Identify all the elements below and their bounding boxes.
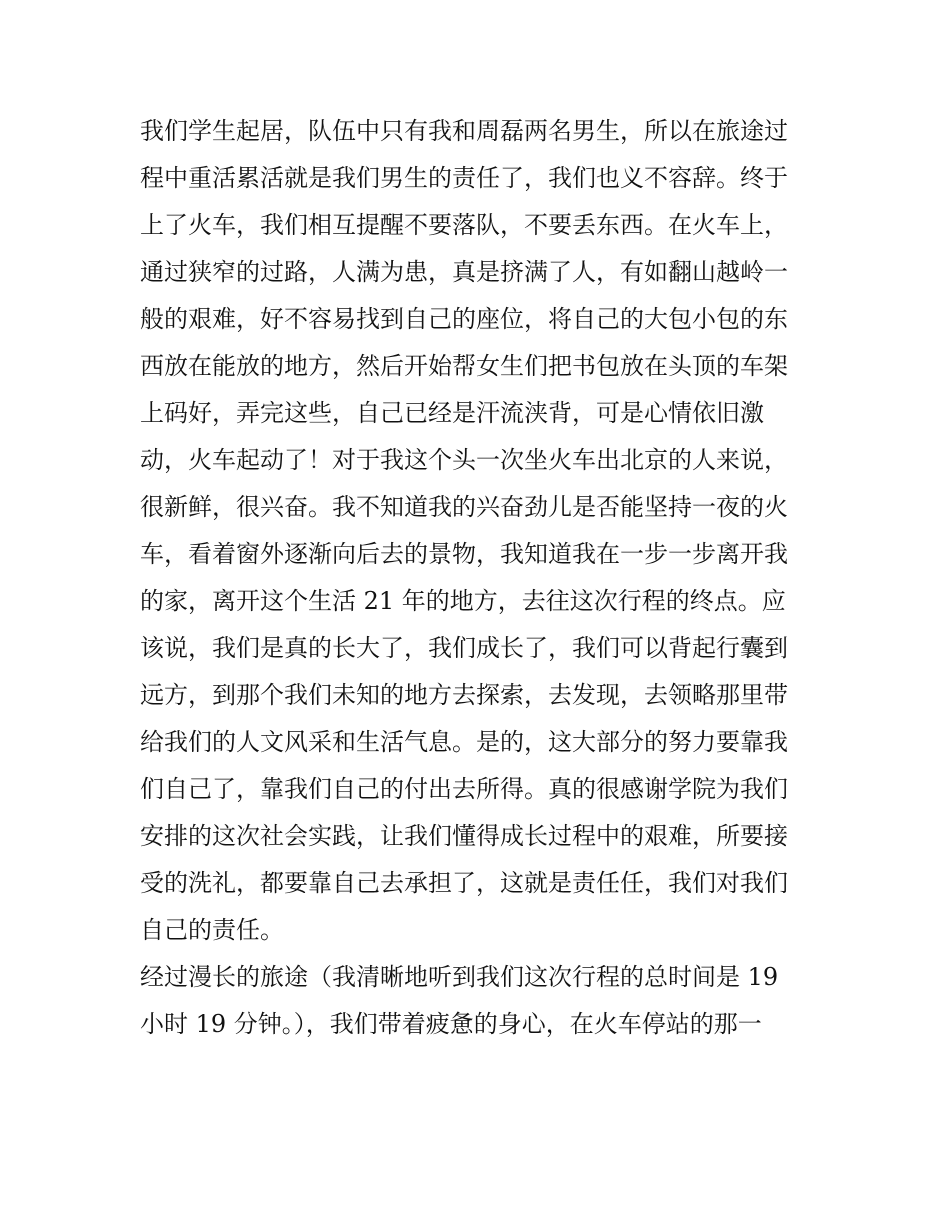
text-line: 很新鲜，很兴奋。我不知道我的兴奋劲儿是否能坚持一夜的火	[140, 493, 788, 521]
text-line: 给我们的人文风采和生活气息。是的，这大部分的努力要靠我	[140, 728, 788, 756]
text-line: 我们学生起居，队伍中只有我和周磊两名男生，所以在旅途过	[140, 117, 788, 145]
text-line: 上了火车，我们相互提醒不要落队，不要丢东西。在火车上，	[140, 211, 788, 239]
text-line: 的家，离开这个生活 21 年的地方，去往这次行程的终点。应	[140, 587, 786, 615]
text-line: 上码好，弄完这些，自己已经是汗流浃背，可是心情依旧激	[140, 399, 764, 427]
text-line: 通过狭窄的过路，人满为患，真是挤满了人，有如翻山越岭一	[140, 258, 788, 286]
text-line: 程中重活累活就是我们男生的责任了，我们也义不容辞。终于	[140, 164, 788, 192]
text-line: 动，火车起动了！对于我这个头一次坐火车出北京的人来说，	[140, 446, 788, 474]
text-line: 西放在能放的地方，然后开始帮女生们把书包放在头顶的车架	[140, 352, 788, 380]
text-line: 远方，到那个我们未知的地方去探索，去发现，去领略那里带	[140, 681, 788, 709]
text-line: 经过漫长的旅途（我清晰地听到我们这次行程的总时间是 19	[140, 963, 779, 991]
text-line: 该说，我们是真的长大了，我们成长了，我们可以背起行囊到	[140, 634, 788, 662]
text-line: 安排的这次社会实践，让我们懂得成长过程中的艰难，所要接	[140, 822, 788, 850]
text-line: 车，看着窗外逐渐向后去的景物，我知道我在一步一步离开我	[140, 540, 788, 568]
text-line: 自己的责任。	[140, 916, 284, 944]
body-text	[140, 108, 820, 1048]
text-line: 受的洗礼，都要靠自己去承担了，这就是责任任，我们对我们	[140, 869, 788, 897]
text-line: 般的艰难，好不容易找到自己的座位，将自己的大包小包的东	[140, 305, 788, 333]
text-line: 小时 19 分钟。），我们带着疲惫的身心，在火车停站的那一	[140, 1010, 762, 1038]
text-line: 们自己了，靠我们自己的付出去所得。真的很感谢学院为我们	[140, 775, 788, 803]
